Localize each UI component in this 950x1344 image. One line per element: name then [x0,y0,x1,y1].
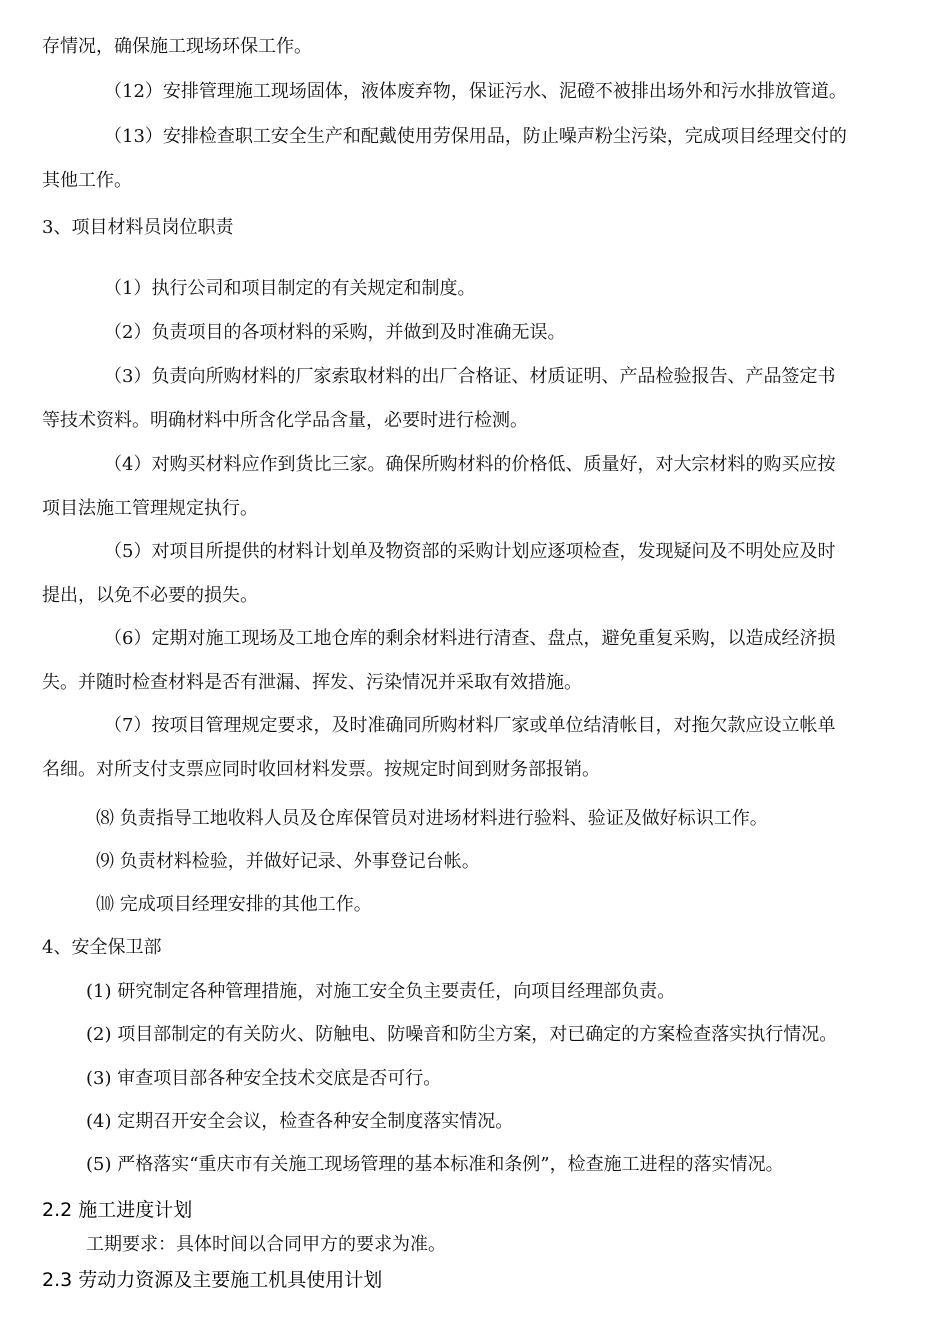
paragraph-line: 提出，以免不必要的损失。 [42,585,258,606]
paragraph-line: （3）负责向所购材料的厂家索取材料的出厂合格证、材质证明、产品检验报告、产品签定书 [104,366,836,387]
paragraph-line: 名细。对所支付支票应同时收回材料发票。按规定时间到财务部报销。 [42,759,600,780]
paragraph-line: （4）对购买材料应作到货比三家。确保所购材料的价格低、质量好，对大宗材料的购买应按 [104,454,836,475]
paragraph-line: 其他工作。 [42,170,132,191]
paragraph-line: (4) 定期召开安全会议，检查各种安全制度落实情况。 [86,1111,514,1132]
paragraph-line: (5) 严格落实“重庆市有关施工现场管理的基本标准和条例”，检查施工进程的落实情况。 [86,1154,784,1175]
paragraph-line: 等技术资料。明确材料中所含化学品含量，必要时进行检测。 [42,410,528,431]
section-2-3-heading: 2.3 劳动力资源及主要施工机具使用计划 [42,1269,383,1291]
paragraph-line: （13）安排检查职工安全生产和配戴使用劳保用品，防止噪声粉尘污染，完成项目经理交付的 [104,126,847,147]
section-heading: 3、项目材料员岗位职责 [42,217,234,238]
paragraph-line: （6）定期对施工现场及工地仓库的剩余材料进行清查、盘点，避免重复采购，以造成经济损 [104,628,836,649]
section-2-2-heading: 2.2 施工进度计划 [42,1199,193,1221]
paragraph-line: （2）负责项目的各项材料的采购，并做到及时准确无误。 [104,322,566,343]
paragraph-line: 存情况，确保施工现场环保工作。 [42,36,312,57]
section-2-2-text: 工期要求：具体时间以合同甲方的要求为准。 [86,1234,446,1255]
paragraph-line: （1）执行公司和项目制定的有关规定和制度。 [104,278,476,299]
paragraph-line: （7）按项目管理规定要求，及时准确同所购材料厂家或单位结清帐目，对拖欠款应设立帐单 [104,715,836,736]
paragraph-line: ⑻ 负责指导工地收料人员及仓库保管员对进场材料进行验料、验证及做好标识工作。 [96,808,768,829]
paragraph-line: ⑼ 负责材料检验，并做好记录、外事登记台帐。 [96,851,480,872]
paragraph-line: (2) 项目部制定的有关防火、防触电、防噪音和防尘方案，对已确定的方案检查落实执行情况。 [86,1024,838,1045]
paragraph-line: 项目法施工管理规定执行。 [42,498,258,519]
paragraph-line: (3) 审查项目部各种安全技术交底是否可行。 [86,1068,442,1089]
paragraph-line: (1) 研究制定各种管理措施，对施工安全负主要责任，向项目经理部负责。 [86,981,676,1002]
section-heading: 4、安全保卫部 [42,937,162,958]
paragraph-line: （12）安排管理施工现场固体，液体废弃物，保证污水、泥磴不被排出场外和污水排放管道。 [104,81,847,102]
paragraph-line: 失。并随时检查材料是否有泄漏、挥发、污染情况并采取有效措施。 [42,672,582,693]
paragraph-line: ⑽ 完成项目经理安排的其他工作。 [96,894,372,915]
paragraph-line: （5）对项目所提供的材料计划单及物资部的采购计划应逐项检查，发现疑问及不明处应及时 [104,541,836,562]
